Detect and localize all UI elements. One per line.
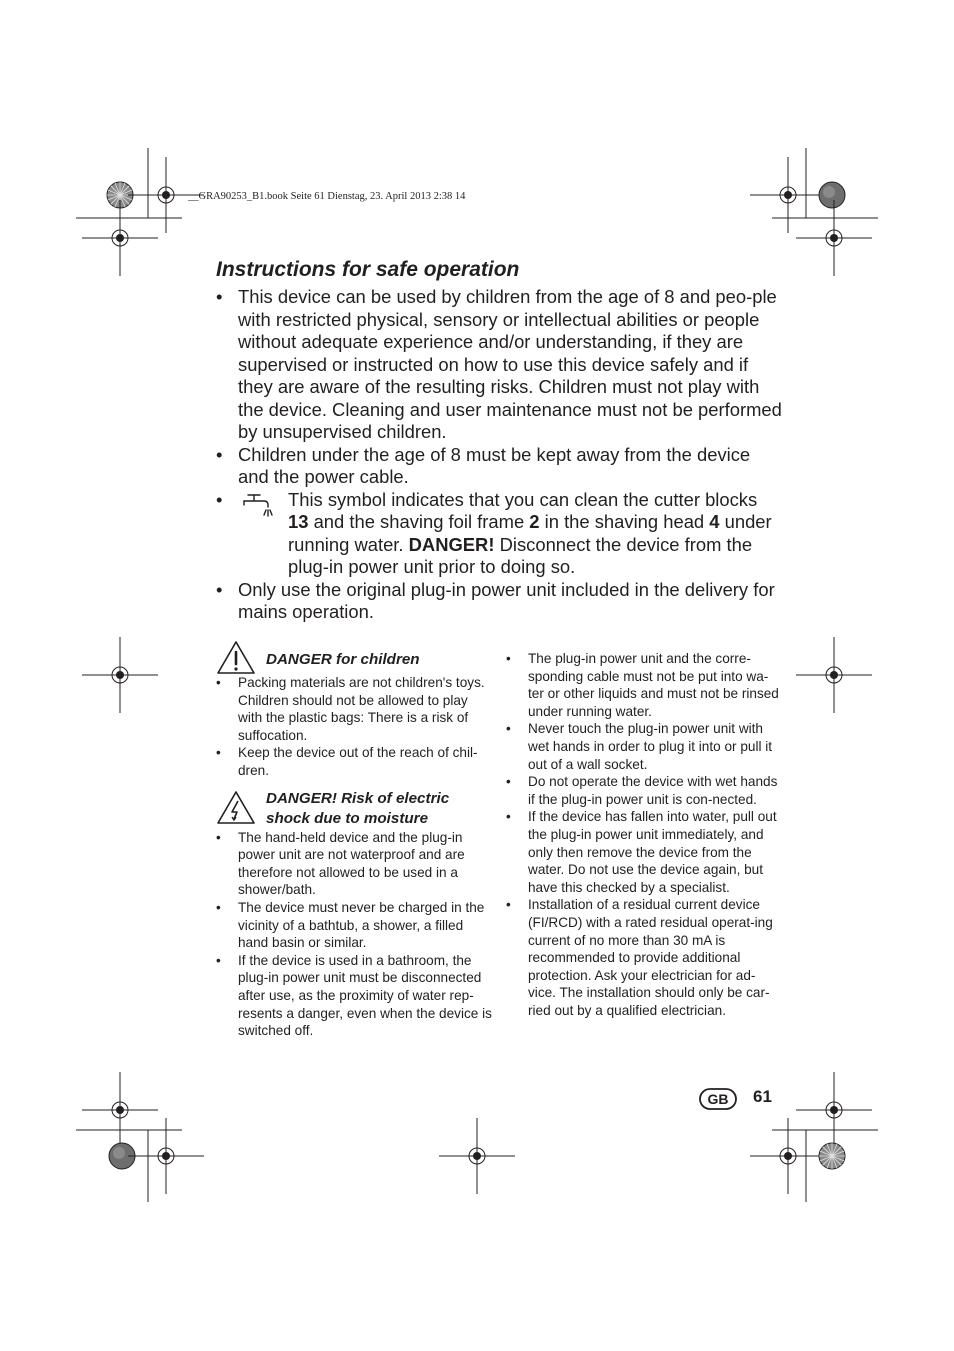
country-badge: [699, 1088, 737, 1110]
list-item: • Children under the age of 8 must be kept away from the device and the power cable.: [216, 444, 782, 489]
print-slug: __GRA90253_B1.book Seite 61 Dienstag, 23. April 2013 2:38 14: [188, 191, 466, 202]
list-item: • Only use the original plug-in power unit included in the delivery for mains operation.: [216, 579, 782, 624]
warning-title: DANGER for children: [266, 651, 420, 668]
list-item: • Do not operate the device with wet hands if the plug-in power unit is con-nected.: [506, 773, 782, 808]
list-item: • Installation of a residual current device (FI/RCD) with a rated residual operat-ing current of no more than 30 mA is recommended to provide additional protection. Ask your electrician for ad-vice. The installation should only be car-ried out by a qualified electrician.: [506, 896, 782, 1019]
symbol-text: This symbol indicates that you can clean the cutter blocks: [288, 488, 758, 510]
list-item: • The plug-in power unit and the corre-sponding cable must not be put into wa-ter or other liquids and must not be rinsed under running water.: [506, 650, 782, 720]
list-item: • The device must never be charged in the vicinity of a bathtub, a shower, a filled hand basin or similar.: [216, 899, 492, 952]
list-item: • This device can be used by children from the age of 8 and peo-ple with restricted physical, sensory or intellectual abilities or people without adequate experience and/or understanding, if they are supervised or instructed on how to use this device safely and if they are aware of the resulting risks. Children must not play with the device. Cleaning and user maintenance must not be performed by unsupervised children.: [216, 286, 782, 444]
page-title: Instructions for safe operation: [216, 258, 520, 281]
part-number: 2: [529, 511, 540, 532]
page-number: 61: [753, 1087, 772, 1106]
part-number: 4: [709, 511, 720, 532]
safety-instructions-list: [216, 286, 782, 624]
warning-title: DANGER! Risk of electric: [266, 789, 450, 807]
electric-shock-icon: [216, 790, 256, 825]
list-item: • If the device has fallen into water, pull out the plug-in power unit immediately, and only then remove the device from the water. Do not use the device again, but have this checked by a specialist.: [506, 808, 782, 896]
shock-warning-list: [216, 829, 492, 1040]
symbol-text: and the shaving foil frame: [308, 511, 530, 532]
danger-label: DANGER!: [408, 533, 495, 555]
list-item: • Packing materials are not children's toys. Children should not be allowed to play with the plastic bags: There is a risk of suffocation.: [216, 674, 492, 744]
list-item: • Never touch the plug-in power unit with wet hands in order to plug it into or pull it out of a wall socket.: [506, 720, 782, 773]
running-water-icon: [240, 491, 274, 521]
right-column: [506, 640, 782, 1019]
warning-electric-shock: [216, 786, 492, 829]
list-item: • The hand-held device and the plug-in power unit are not waterproof and are therefore not allowed to be used in a shower/bath.: [216, 829, 492, 899]
warning-children: [216, 640, 492, 674]
list-item: • If the device is used in a bathroom, the plug-in power unit must be disconnected after use, as the proximity of water rep-resents a danger, even when the device is switched off.: [216, 952, 492, 1040]
country-code: GB: [707, 1091, 729, 1107]
warning-title: shock due to moisture: [266, 809, 429, 827]
left-column: [216, 640, 492, 1040]
warning-triangle-icon: [216, 640, 256, 675]
part-number: 13: [288, 511, 309, 532]
power-unit-warning-list: [506, 650, 782, 1019]
symbol-text: in the shaving head: [539, 511, 710, 532]
symbol-text: under running water.: [288, 511, 772, 555]
list-item: [216, 489, 782, 579]
list-item: • Keep the device out of the reach of chil-dren.: [216, 744, 492, 779]
children-warning-list: [216, 674, 492, 780]
symbol-text: Disconnect the device from the plug-in power unit prior to doing so.: [288, 533, 753, 577]
